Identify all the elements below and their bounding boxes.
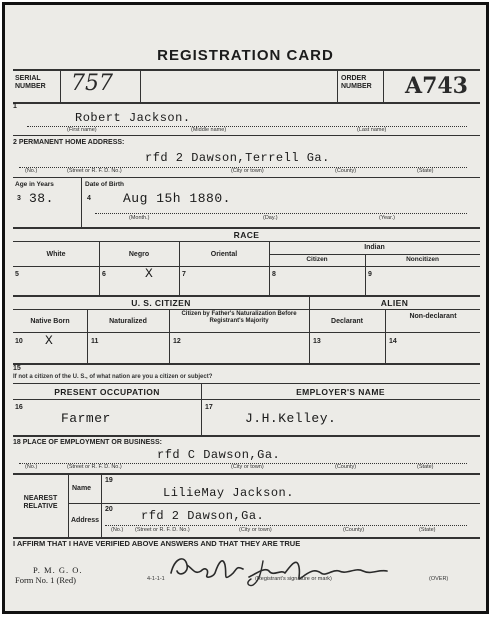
relative-caption: (City or town)	[239, 527, 272, 533]
rule	[13, 332, 480, 333]
employment-caption: (No.)	[25, 464, 38, 470]
address-label: 2 PERMANENT HOME ADDRESS:	[13, 139, 125, 146]
address-caption: (No.)	[25, 168, 38, 174]
rule	[337, 69, 338, 102]
rule	[13, 363, 480, 365]
form-line-1: P. M. G. O.	[33, 565, 83, 575]
rule	[365, 254, 366, 295]
field-number: 12	[173, 338, 181, 345]
affirmation-text: I AFFIRM THAT I HAVE VERIFIED ABOVE ANSWERS AND THAT THEY ARE TRUE	[13, 539, 301, 548]
rule	[140, 69, 141, 102]
rule	[105, 525, 467, 526]
rule	[13, 399, 480, 400]
race-indian-noncitizen-label: Noncitizen	[406, 256, 439, 263]
employment-caption: (Street or R. F. D. No.)	[67, 464, 122, 470]
serial-label: SERIAL NUMBER	[15, 75, 46, 90]
employment-place-label: 18 PLACE OF EMPLOYMENT OR BUSINESS:	[13, 439, 162, 446]
field-number: 4	[87, 195, 91, 202]
rule	[13, 102, 480, 104]
field-number: 20	[105, 506, 113, 513]
home-address: rfd 2 Dawson,Terrell Ga.	[145, 151, 330, 165]
declarant-label: Declarant	[331, 318, 363, 325]
last-name-caption: (Last name)	[357, 127, 387, 133]
occupation-value: Farmer	[61, 411, 111, 426]
over-note: (OVER)	[429, 576, 449, 582]
relative-address-value: rfd 2 Dawson,Ga.	[141, 509, 265, 523]
rule	[13, 435, 480, 437]
form-line-2: Form No. 1 (Red)	[15, 575, 76, 585]
field-number: 15	[13, 365, 21, 372]
rule	[169, 309, 170, 363]
first-name-caption: (First name)	[67, 127, 97, 133]
rule	[68, 503, 480, 504]
rule	[269, 254, 480, 255]
nation-question: If not a citizen of the U. S., of what nation are you a citizen or subject?	[13, 374, 213, 380]
rule	[13, 473, 480, 475]
rule	[99, 241, 100, 295]
rule	[13, 135, 480, 136]
field-number: 13	[313, 338, 321, 345]
rule	[13, 177, 480, 178]
employment-caption: (State)	[417, 464, 434, 470]
address-caption: (County)	[335, 168, 357, 174]
field-number: 16	[15, 404, 23, 411]
field-number: 19	[105, 477, 113, 484]
birth-caption: (Day.)	[263, 215, 278, 221]
serial-number: 757	[71, 71, 113, 96]
field-number: 14	[389, 338, 397, 345]
rule	[95, 213, 467, 214]
rule	[309, 295, 310, 363]
field-number: 3	[17, 195, 21, 202]
address-caption: (Street or R. F. D. No.)	[67, 168, 122, 174]
us-citizen-header: U. S. CITIZEN	[131, 298, 191, 308]
order-label: ORDER NUMBER	[341, 75, 372, 90]
alien-header: ALIEN	[380, 298, 409, 308]
rule	[385, 309, 386, 363]
field-number: 10	[15, 338, 23, 345]
rule	[269, 241, 270, 295]
birth-date: Aug 15h 1880.	[123, 191, 231, 206]
field-number: 9	[368, 271, 372, 278]
rule	[13, 295, 480, 297]
address-caption: (State)	[417, 168, 434, 174]
age-value: 38.	[29, 191, 54, 206]
card-title: REGISTRATION CARD	[157, 47, 334, 64]
rule	[13, 241, 480, 242]
relative-name-label: Name	[72, 485, 92, 492]
field-number: 6	[102, 271, 106, 278]
employer-value: J.H.Kelley.	[245, 411, 337, 426]
birth-label: Date of Birth	[85, 181, 124, 188]
employer-label: EMPLOYER'S NAME	[296, 387, 385, 397]
field-number: 11	[91, 338, 99, 345]
native-born-mark: X	[45, 333, 54, 348]
signature-caption: (Registrant's signature or mark)	[255, 576, 332, 582]
middle-name-caption: (Middle name)	[191, 127, 227, 133]
native-born-label: Native Born	[30, 318, 70, 325]
race-oriental-label: Oriental	[210, 251, 238, 258]
occupation-label: PRESENT OCCUPATION	[54, 387, 160, 397]
print-code: 4-1-1-1	[147, 576, 165, 582]
naturalized-label: Naturalized	[109, 318, 147, 325]
address-caption: (City or town)	[231, 168, 264, 174]
race-negro-label: Negro	[128, 251, 150, 258]
rule	[81, 177, 82, 227]
race-white-label: White	[46, 251, 66, 258]
registration-card	[2, 2, 489, 614]
rule	[13, 309, 480, 310]
age-label: Age in Years	[15, 181, 54, 188]
employment-place-value: rfd C Dawson,Ga.	[157, 448, 281, 462]
registrant-name: Robert Jackson.	[75, 111, 191, 125]
relative-caption: (County)	[343, 527, 365, 533]
order-number: A743	[405, 73, 468, 99]
birth-caption: (Month.)	[129, 215, 150, 221]
rule	[13, 383, 480, 384]
rule	[68, 473, 69, 537]
rule	[179, 241, 180, 295]
race-indian-citizen-label: Citizen	[306, 256, 328, 263]
field-number: 5	[15, 271, 19, 278]
relative-name-value: LilieMay Jackson.	[163, 486, 294, 500]
rule	[60, 69, 61, 102]
employment-caption: (County)	[335, 464, 357, 470]
birth-caption: (Year.)	[379, 215, 396, 221]
registrant-signature	[165, 547, 415, 589]
rule	[13, 227, 480, 229]
race-negro-mark: X	[145, 266, 154, 281]
field-number: 1	[13, 103, 17, 110]
fathers-naturalization-label: Citizen by Father's Naturalization Before Registrant's Majority	[181, 311, 297, 324]
rule	[101, 473, 102, 537]
employment-caption: (City or town)	[231, 464, 264, 470]
field-number: 8	[272, 271, 276, 278]
nearest-relative-label: NEAREST RELATIVE	[23, 495, 58, 510]
relative-caption: (State)	[419, 527, 436, 533]
field-number: 17	[205, 404, 213, 411]
race-indian-label: Indian	[364, 244, 385, 251]
rule	[383, 69, 384, 102]
rule	[13, 266, 480, 267]
field-number: 7	[182, 271, 186, 278]
relative-caption: (No.)	[111, 527, 124, 533]
relative-caption: (Street or R. F. D. No.)	[135, 527, 190, 533]
non-declarant-label: Non-declarant	[409, 313, 457, 320]
race-header: RACE	[233, 230, 260, 240]
relative-address-label: Address	[71, 517, 100, 524]
